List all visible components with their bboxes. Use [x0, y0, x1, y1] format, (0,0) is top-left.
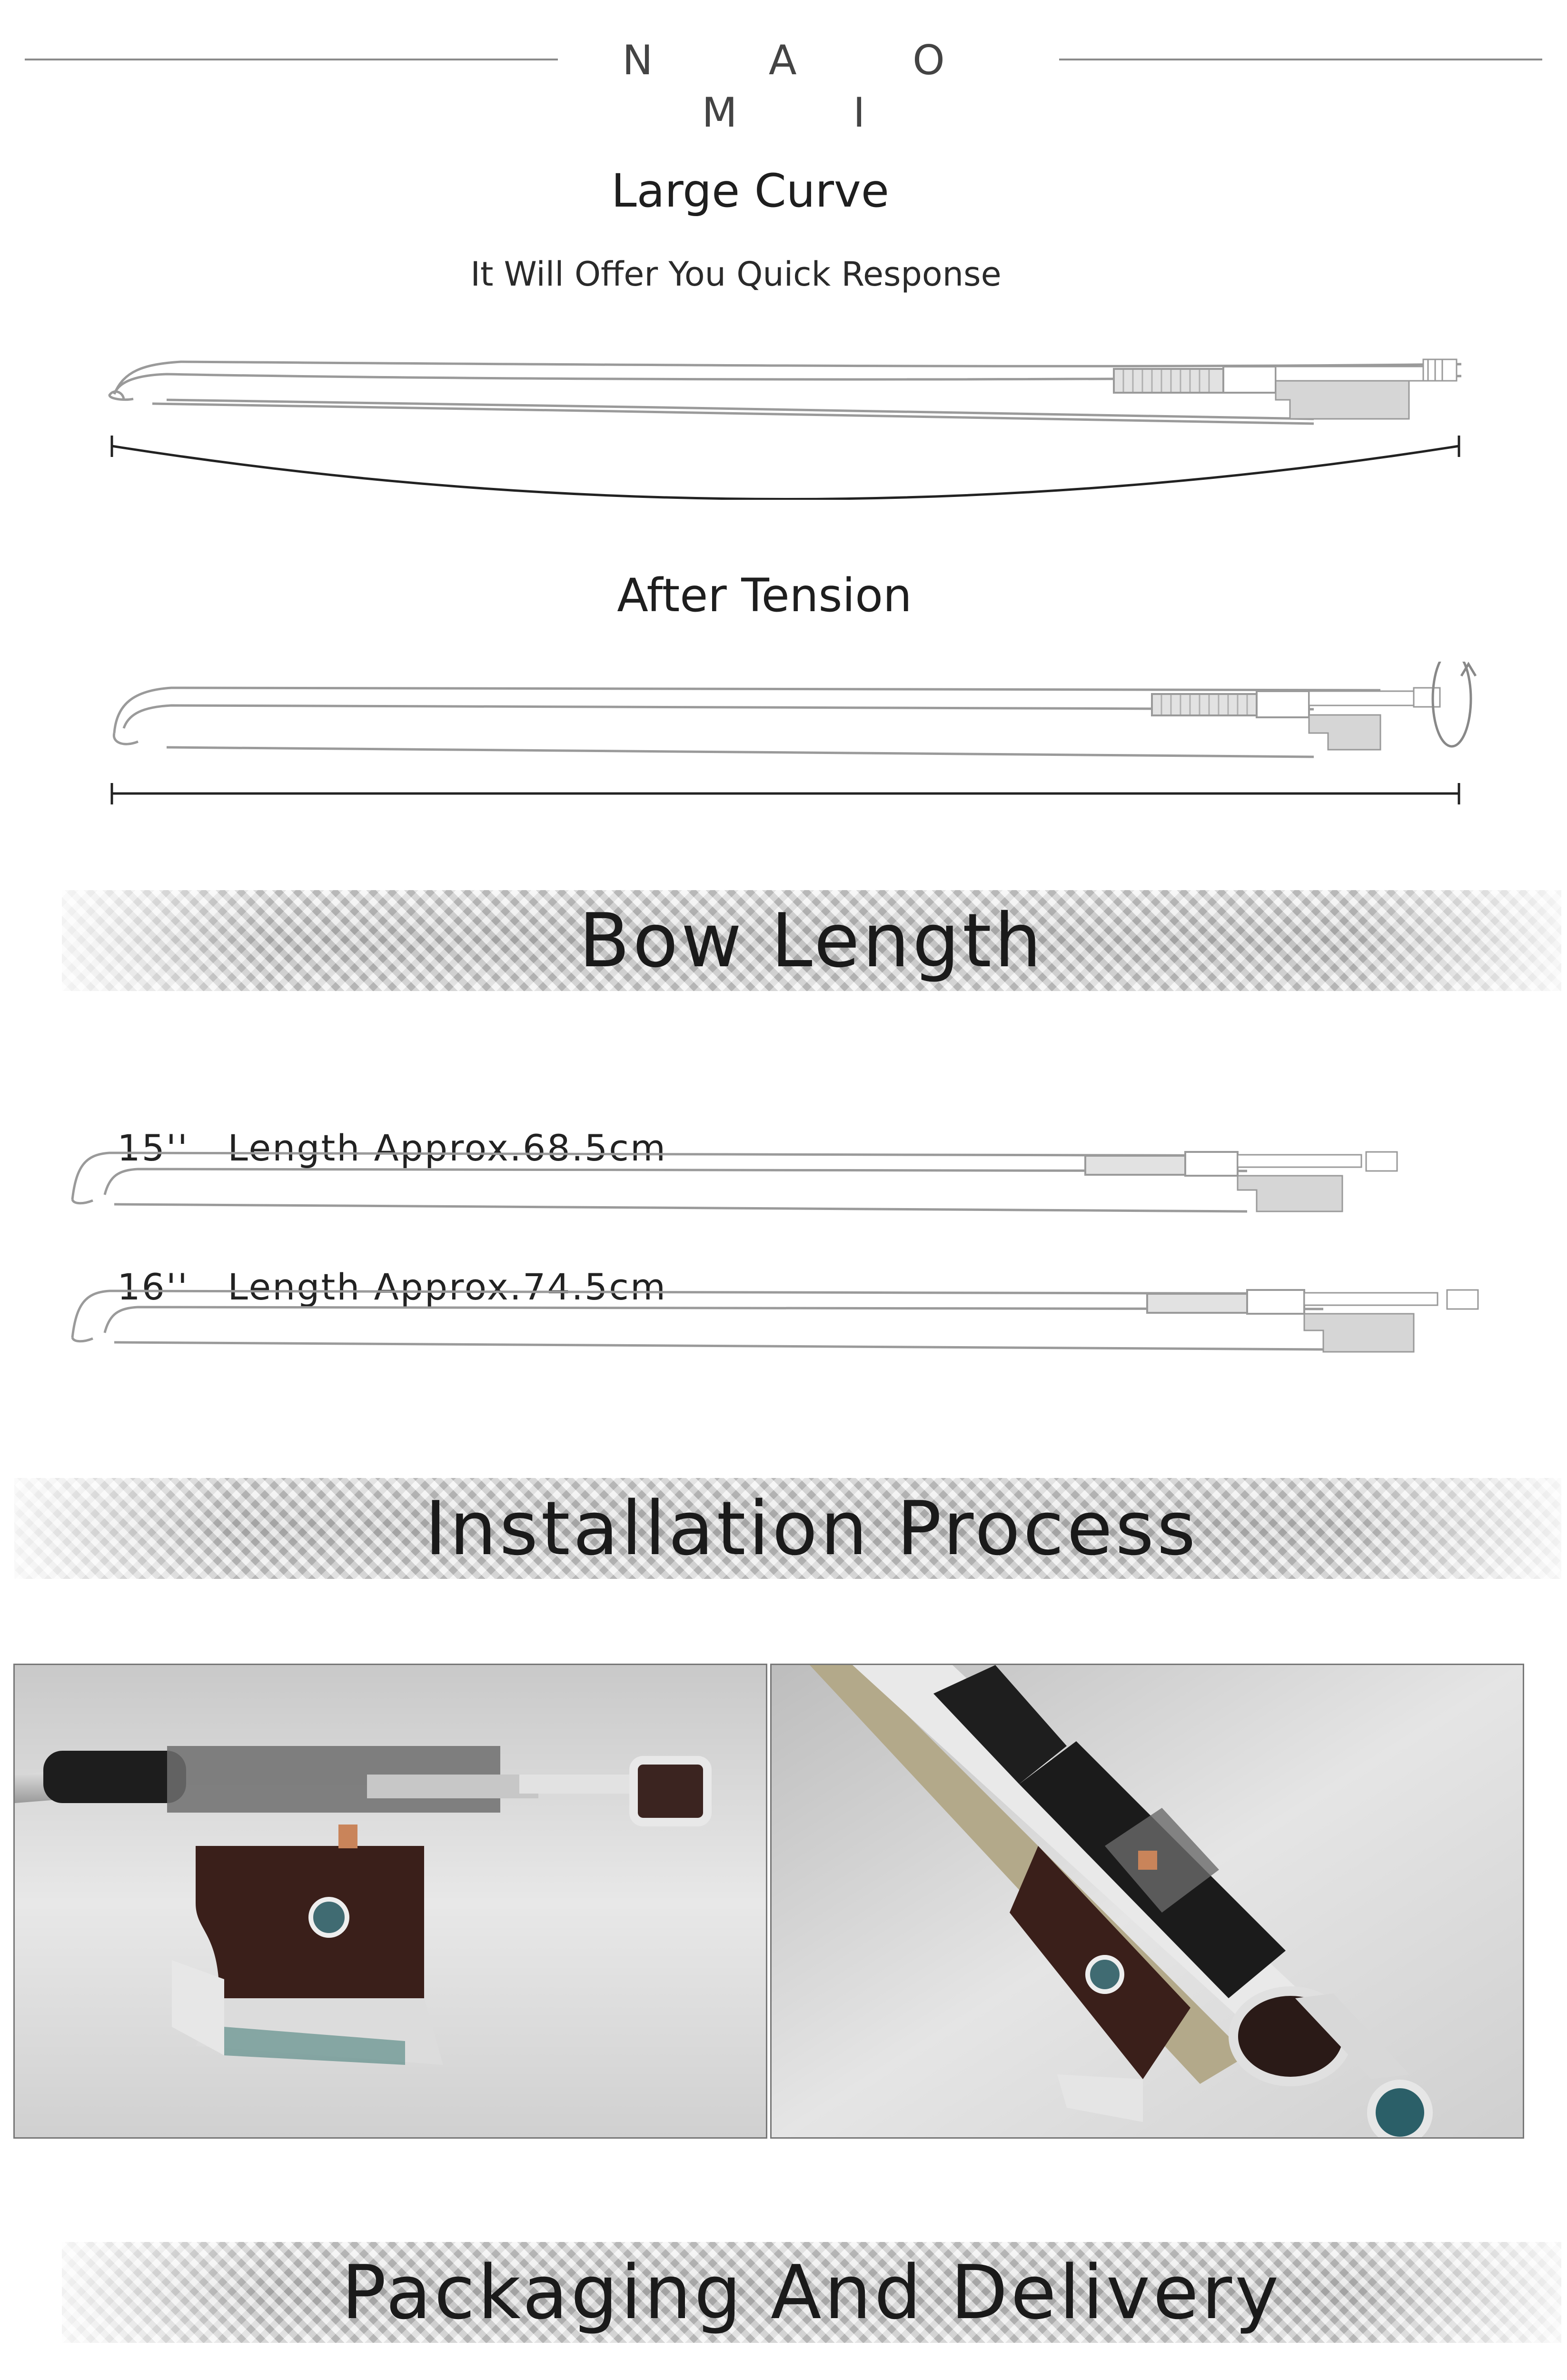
curved-bow-illustration — [95, 343, 1476, 500]
large-curve-subtitle: It Will Offer You Quick Response — [470, 255, 1002, 294]
bow-length-banner — [62, 890, 1561, 991]
installation-photo-disassembled — [13, 1664, 767, 2139]
after-tension-title: After Tension — [617, 569, 912, 622]
bow-16-illustration — [67, 1276, 1504, 1361]
bow-15-illustration — [67, 1138, 1423, 1223]
header-rule-left — [25, 59, 558, 60]
brand-logo-text: N A O M I — [622, 37, 996, 137]
tensioned-bow-illustration — [95, 662, 1499, 823]
packaging-heading: Packaging And Delivery — [341, 2249, 1282, 2336]
installation-heading: Installation Process — [425, 1485, 1199, 1572]
installation-photo-assembled — [770, 1664, 1524, 2139]
installation-banner — [14, 1478, 1561, 1579]
bow-length-16-text: Length Approx.74.5cm — [228, 1266, 667, 1308]
header-rule-right — [1059, 59, 1542, 60]
bow-size-16: 16'' — [117, 1266, 189, 1308]
bow-size-15: 15'' — [117, 1127, 189, 1169]
packaging-banner — [62, 2242, 1561, 2343]
bow-length-15-text: Length Approx.68.5cm — [228, 1127, 667, 1169]
bow-length-heading: Bow Length — [579, 897, 1044, 984]
large-curve-title: Large Curve — [611, 164, 889, 218]
